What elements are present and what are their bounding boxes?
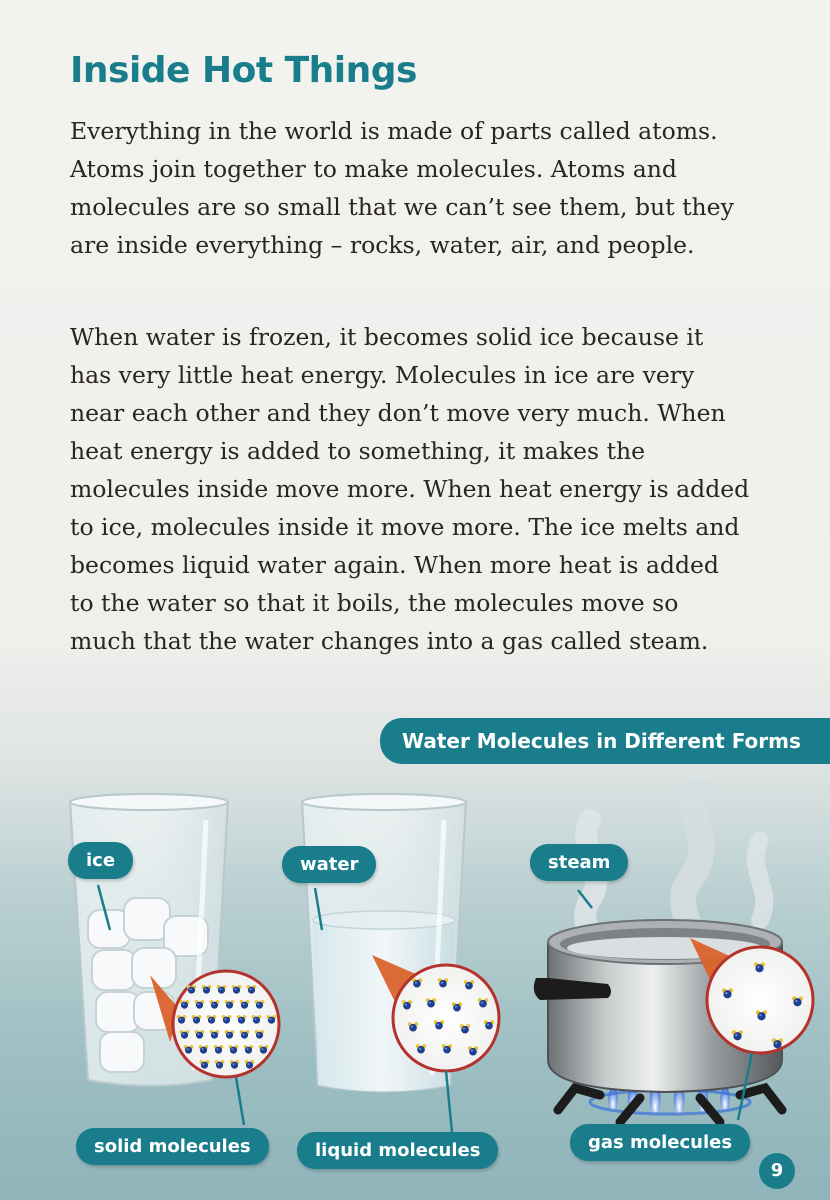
illustration-banner: Water Molecules in Different Forms [380, 718, 830, 764]
body-paragraph-atoms: Everything in the world is made of parts called atoms. Atoms join together to make molecules. Atoms and molecules are so small that we can’t see them, but they are inside everything – rocks, water, air, and people. [70, 117, 734, 259]
label-solid-molecules: solid molecules [76, 1128, 269, 1165]
page-title: Inside Hot Things [70, 50, 417, 91]
label-water: water [282, 846, 376, 883]
page-number: 9 [759, 1153, 795, 1189]
gas-molecules-magnifier [707, 947, 813, 1053]
label-ice: ice [68, 842, 133, 879]
label-liquid-molecules: liquid molecules [297, 1132, 498, 1169]
solid-molecules-magnifier [173, 971, 279, 1077]
liquid-molecules-magnifier [393, 965, 499, 1071]
body-paragraph-heat-energy: When water is frozen, it becomes solid ice because it has very little heat energy. Molecules in ice are very near each other and they don’t move very much. When heat energy is added to something, it makes the molecules inside move more. When heat energy is added to ice, molecules inside it move more. The ice melts and becomes liquid water again. When more heat is added to the water so that it boils, the molecules move so much that the water changes into a gas called steam. [70, 323, 750, 655]
label-gas-molecules: gas molecules [570, 1124, 750, 1161]
label-steam: steam [530, 844, 628, 881]
